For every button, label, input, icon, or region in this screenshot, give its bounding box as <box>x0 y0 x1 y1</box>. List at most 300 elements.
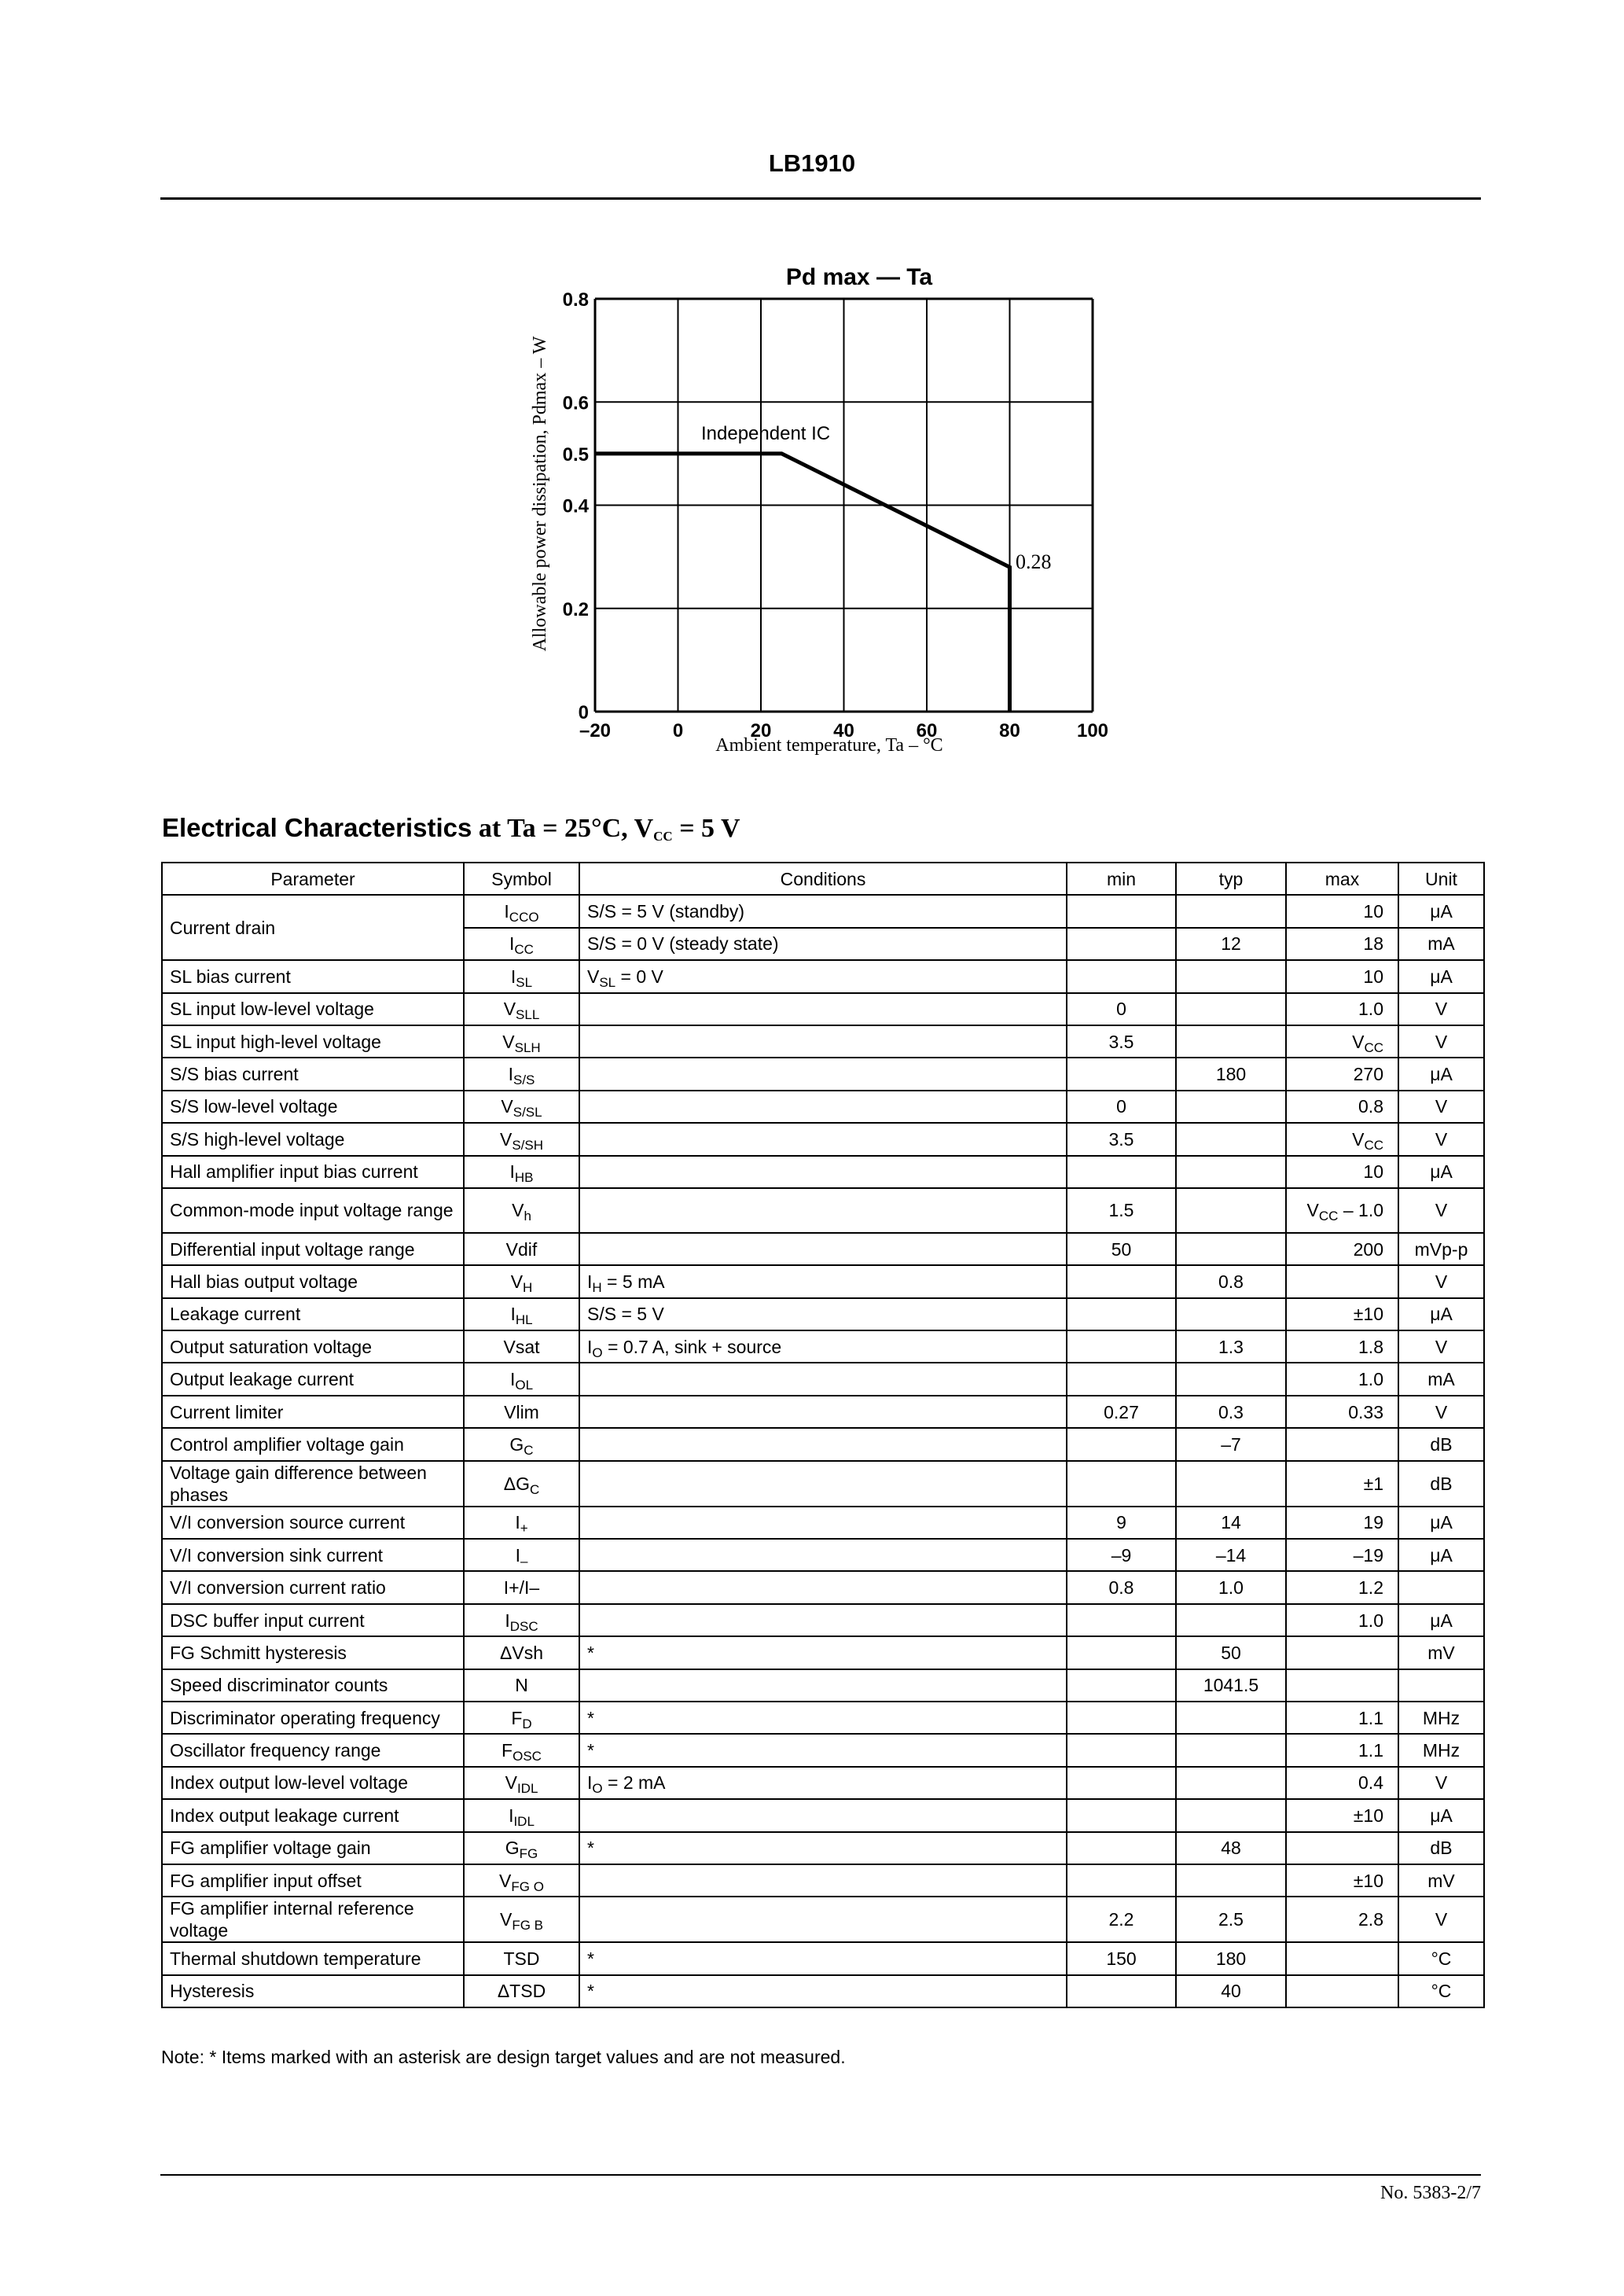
cell-max <box>1286 1636 1398 1669</box>
cell-typ <box>1176 1767 1286 1799</box>
cell-symbol <box>464 1767 579 1799</box>
symbol-text: V <box>502 1031 515 1052</box>
cell-parameter <box>162 1396 464 1428</box>
max-value: 19 <box>1363 1512 1383 1533</box>
symbol-subscript: DSC <box>509 1618 538 1634</box>
cell-unit <box>1398 1799 1484 1831</box>
cell-unit <box>1398 1123 1484 1155</box>
cell-symbol <box>464 1428 579 1460</box>
cell-parameter <box>162 1265 464 1297</box>
cell-parameter <box>162 1091 464 1123</box>
cell-unit <box>1398 1702 1484 1734</box>
min-value: 1.5 <box>1108 1200 1134 1221</box>
unit-text: MHz <box>1422 1707 1460 1728</box>
cell-max <box>1286 1363 1398 1395</box>
parameter-text: V/I conversion source current <box>170 1512 406 1533</box>
max-value: ±10 <box>1353 1304 1383 1325</box>
parameter-text: Current drain <box>170 917 276 938</box>
cell-max <box>1286 928 1398 960</box>
conditions-text: S/S = 5 V <box>587 1304 664 1325</box>
table-row <box>162 1702 1484 1734</box>
symbol-subscript: SLH <box>514 1039 541 1055</box>
curve-label-independent-ic: Independent IC <box>701 423 831 444</box>
symbol-subscript: SLL <box>516 1007 540 1023</box>
conditions-subscript: O <box>592 1345 603 1360</box>
conditions-text: I <box>587 1772 593 1794</box>
cell-min <box>1067 1799 1176 1831</box>
cell-symbol <box>464 1571 579 1603</box>
typ-value: 1.3 <box>1218 1336 1244 1357</box>
col-header-min: min <box>1067 863 1176 895</box>
cell-conditions <box>579 1188 1067 1233</box>
cell-symbol <box>464 1897 579 1942</box>
cell-unit <box>1398 1396 1484 1428</box>
cell-conditions <box>579 1058 1067 1090</box>
y-tick-label: 0.8 <box>562 289 589 311</box>
cell-conditions <box>579 1025 1067 1058</box>
cell-min <box>1067 1461 1176 1507</box>
table-row <box>162 1975 1484 2007</box>
max-value: 1.0 <box>1358 1610 1383 1631</box>
unit-text: V <box>1435 1336 1448 1357</box>
cell-parameter <box>162 1539 464 1571</box>
symbol-subscript: CC <box>514 942 534 958</box>
symbol-subscript: IDL <box>516 1781 538 1797</box>
cell-max <box>1286 1897 1398 1942</box>
max-value: 10 <box>1363 901 1383 922</box>
x-tick-label: –20 <box>579 720 612 741</box>
symbol-text: F <box>502 1740 513 1761</box>
cell-min <box>1067 1734 1176 1766</box>
cell-typ <box>1176 928 1286 960</box>
cell-typ <box>1176 1298 1286 1330</box>
cell-min <box>1067 1025 1176 1058</box>
parameter-text: Hysteresis <box>170 1981 255 2002</box>
conditions-text: S/S = 0 V (steady state) <box>587 933 779 955</box>
max-value: ±1 <box>1363 1473 1383 1494</box>
conditions-text: V <box>587 966 600 987</box>
x-tick-label: 60 <box>916 720 938 741</box>
cell-conditions <box>579 1363 1067 1395</box>
cell-parameter <box>162 993 464 1025</box>
unit-text: V <box>1435 1401 1448 1422</box>
cell-conditions <box>579 1330 1067 1363</box>
cell-max <box>1286 1025 1398 1058</box>
unit-text: V <box>1435 1271 1448 1292</box>
cell-symbol <box>464 895 579 927</box>
cell-max <box>1286 895 1398 927</box>
cell-typ <box>1176 1897 1286 1942</box>
cell-conditions <box>579 1539 1067 1571</box>
cell-typ <box>1176 1188 1286 1233</box>
parameter-text: Control amplifier voltage gain <box>170 1433 404 1455</box>
min-value: 0.8 <box>1108 1577 1134 1599</box>
unit-text: V <box>1435 1200 1448 1221</box>
table-row <box>162 1461 1484 1507</box>
cell-min <box>1067 1156 1176 1188</box>
cell-conditions <box>579 960 1067 992</box>
cell-max <box>1286 1669 1398 1702</box>
symbol-text: I <box>505 1610 510 1631</box>
cell-symbol <box>464 1539 579 1571</box>
y-tick-label: 0 <box>578 702 589 723</box>
cell-min <box>1067 1363 1176 1395</box>
table-row <box>162 1864 1484 1897</box>
symbol-text: N <box>515 1675 528 1696</box>
cell-min <box>1067 1188 1176 1233</box>
cell-min <box>1067 1975 1176 2007</box>
unit-text: μA <box>1430 1610 1453 1631</box>
cell-max <box>1286 1123 1398 1155</box>
cell-typ <box>1176 1156 1286 1188</box>
table-row <box>162 1330 1484 1363</box>
parameter-text: Voltage gain difference between phases <box>170 1462 427 1505</box>
x-tick-label: 20 <box>750 720 772 741</box>
cell-parameter <box>162 1025 464 1058</box>
unit-text: μA <box>1430 1161 1453 1183</box>
x-tick-label: 0 <box>672 720 684 741</box>
unit-text: dB <box>1430 1838 1453 1859</box>
cell-max <box>1286 960 1398 992</box>
symbol-text: G <box>509 1433 524 1455</box>
symbol-text: I <box>510 1304 516 1325</box>
cell-conditions <box>579 1265 1067 1297</box>
symbol-text: V <box>505 1772 517 1794</box>
max-value: V <box>1352 1128 1365 1150</box>
cell-typ <box>1176 895 1286 927</box>
cell-max <box>1286 1975 1398 2007</box>
cell-typ <box>1176 1702 1286 1734</box>
cell-typ <box>1176 1428 1286 1460</box>
cell-unit <box>1398 1975 1484 2007</box>
parameter-text: Current limiter <box>170 1401 284 1422</box>
cell-unit <box>1398 928 1484 960</box>
parameter-text: Speed discriminator counts <box>170 1675 388 1696</box>
cell-min <box>1067 1897 1176 1942</box>
cell-min <box>1067 993 1176 1025</box>
symbol-subscript: C <box>529 1481 540 1497</box>
cell-max <box>1286 1767 1398 1799</box>
cell-parameter <box>162 1975 464 2007</box>
cell-typ <box>1176 1233 1286 1265</box>
footer-rule <box>160 2174 1481 2176</box>
cell-min <box>1067 960 1176 992</box>
symbol-text: I <box>515 1512 520 1533</box>
page-number: No. 5383-2/7 <box>1380 2183 1481 2203</box>
symbol-text: Vlim <box>504 1401 539 1422</box>
cell-parameter <box>162 1864 464 1897</box>
cell-unit <box>1398 1025 1484 1058</box>
table-row <box>162 1669 1484 1702</box>
cell-parameter <box>162 1799 464 1831</box>
parameter-text: FG amplifier input offset <box>170 1870 362 1891</box>
table-row <box>162 1188 1484 1233</box>
cell-unit <box>1398 1669 1484 1702</box>
col-header-conditions: Conditions <box>579 863 1067 895</box>
cell-conditions <box>579 1123 1067 1155</box>
cell-min <box>1067 1571 1176 1603</box>
unit-text: °C <box>1431 1981 1452 2002</box>
cell-symbol <box>464 1975 579 2007</box>
y-tick-label: 0.2 <box>562 598 589 620</box>
symbol-subscript: + <box>520 1521 528 1536</box>
cell-typ <box>1176 1799 1286 1831</box>
symbol-subscript: S/SH <box>512 1137 544 1153</box>
table-row <box>162 1942 1484 1974</box>
max-value: 1.0 <box>1358 1369 1383 1390</box>
symbol-text: V <box>510 1271 524 1292</box>
min-value: 3.5 <box>1108 1128 1134 1150</box>
unit-text: μA <box>1430 901 1453 922</box>
cell-conditions <box>579 1799 1067 1831</box>
unit-text: V <box>1435 1128 1448 1150</box>
cell-max <box>1286 1298 1398 1330</box>
cell-symbol <box>464 1942 579 1974</box>
max-value: 18 <box>1363 933 1383 955</box>
cell-symbol <box>464 1156 579 1188</box>
cell-min <box>1067 1123 1176 1155</box>
parameter-text: Discriminator operating frequency <box>170 1707 440 1728</box>
parameter-text: FG Schmitt hysteresis <box>170 1642 347 1663</box>
unit-text: mA <box>1427 1369 1455 1390</box>
symbol-text: Vsat <box>503 1336 540 1357</box>
cell-symbol <box>464 1799 579 1831</box>
symbol-text: I+/I– <box>503 1577 540 1599</box>
typ-value: 1.0 <box>1218 1577 1244 1599</box>
page-header-part-number: LB1910 <box>768 149 856 177</box>
cell-max <box>1286 1942 1398 1974</box>
typ-value: 0.3 <box>1218 1401 1244 1422</box>
cell-symbol <box>464 1507 579 1539</box>
parameter-text: Oscillator frequency range <box>170 1740 381 1761</box>
max-value: 0.4 <box>1358 1772 1383 1794</box>
cell-typ <box>1176 1539 1286 1571</box>
max-value: V <box>1352 1031 1365 1052</box>
cell-unit <box>1398 993 1484 1025</box>
cell-conditions <box>579 993 1067 1025</box>
cell-conditions <box>579 1604 1067 1636</box>
y-tick-label: 0.6 <box>562 392 589 414</box>
cell-conditions <box>579 1396 1067 1428</box>
chart-title: Pd max — Ta <box>785 264 933 290</box>
cell-parameter <box>162 895 464 960</box>
cell-typ <box>1176 1507 1286 1539</box>
parameter-text: V/I conversion sink current <box>170 1544 384 1566</box>
conditions-rest: = 2 mA <box>602 1772 666 1794</box>
cell-unit <box>1398 895 1484 927</box>
typ-value: 2.5 <box>1218 1909 1244 1930</box>
cell-conditions <box>579 1975 1067 2007</box>
cell-unit <box>1398 1330 1484 1363</box>
cell-min <box>1067 1330 1176 1363</box>
cell-unit <box>1398 1864 1484 1897</box>
symbol-text: I <box>509 1805 514 1826</box>
unit-text: μA <box>1430 966 1453 987</box>
max-value: 200 <box>1353 1238 1383 1260</box>
cell-parameter <box>162 1298 464 1330</box>
cell-unit <box>1398 1298 1484 1330</box>
max-value: 1.2 <box>1358 1577 1383 1599</box>
max-value: ±10 <box>1353 1870 1383 1891</box>
cell-conditions <box>579 1233 1067 1265</box>
cell-max <box>1286 1864 1398 1897</box>
conditions-text: I <box>587 1271 593 1292</box>
cell-parameter <box>162 1702 464 1734</box>
symbol-subscript: h <box>524 1209 531 1224</box>
pdmax-ta-chart <box>0 0 1624 786</box>
cell-parameter <box>162 1669 464 1702</box>
symbol-subscript: S/SL <box>513 1105 542 1120</box>
cell-unit <box>1398 1233 1484 1265</box>
parameter-text: Thermal shutdown temperature <box>170 1948 421 1970</box>
cell-symbol <box>464 1396 579 1428</box>
conditions-rest: = 5 mA <box>601 1271 665 1292</box>
cell-max <box>1286 1799 1398 1831</box>
conditions-text: * <box>587 1948 594 1970</box>
parameter-text: Hall amplifier input bias current <box>170 1161 418 1183</box>
cell-conditions <box>579 1767 1067 1799</box>
symbol-text: V <box>512 1200 524 1221</box>
max-value: 1.0 <box>1358 999 1383 1020</box>
cell-unit <box>1398 1507 1484 1539</box>
cell-unit <box>1398 1461 1484 1507</box>
cell-typ <box>1176 1734 1286 1766</box>
parameter-text: SL input high-level voltage <box>170 1031 381 1052</box>
cell-min <box>1067 1396 1176 1428</box>
symbol-subscript: FG O <box>511 1878 544 1894</box>
parameter-text: V/I conversion current ratio <box>170 1577 386 1599</box>
symbol-subscript: FG <box>519 1846 538 1862</box>
cell-parameter <box>162 1507 464 1539</box>
cell-symbol <box>464 1734 579 1766</box>
cell-max <box>1286 1507 1398 1539</box>
cell-max <box>1286 1571 1398 1603</box>
cell-conditions <box>579 928 1067 960</box>
section-conditions-suffix: = 5 V <box>672 814 740 843</box>
cell-unit <box>1398 1897 1484 1942</box>
cell-min <box>1067 1636 1176 1669</box>
unit-text: mV <box>1427 1870 1455 1891</box>
cell-parameter <box>162 1233 464 1265</box>
typ-value: 1041.5 <box>1203 1675 1259 1696</box>
cell-typ <box>1176 1975 1286 2007</box>
cell-typ <box>1176 1942 1286 1974</box>
cell-unit <box>1398 1942 1484 1974</box>
table-row <box>162 1363 1484 1395</box>
cell-symbol <box>464 1604 579 1636</box>
cell-symbol <box>464 1636 579 1669</box>
cell-parameter <box>162 1942 464 1974</box>
table-row <box>162 1265 1484 1297</box>
min-value: –9 <box>1111 1544 1132 1566</box>
symbol-text: G <box>505 1838 520 1859</box>
symbol-text: V <box>499 1128 513 1150</box>
series-line-independent-ic <box>595 454 1010 712</box>
max-value: 10 <box>1363 1161 1383 1183</box>
cell-unit <box>1398 1265 1484 1297</box>
cell-symbol <box>464 993 579 1025</box>
section-conditions-sub: CC <box>653 829 673 844</box>
x-tick-label: 40 <box>833 720 854 741</box>
cell-max <box>1286 1091 1398 1123</box>
cell-conditions <box>579 1507 1067 1539</box>
conditions-text: S/S = 5 V (standby) <box>587 901 745 922</box>
cell-symbol <box>464 1702 579 1734</box>
col-header-parameter: Parameter <box>162 863 464 895</box>
cell-unit <box>1398 960 1484 992</box>
cell-min <box>1067 1507 1176 1539</box>
cell-min <box>1067 1298 1176 1330</box>
symbol-text: I <box>504 901 509 922</box>
symbol-text: ΔVsh <box>500 1642 543 1663</box>
y-tick-label: 0.4 <box>562 495 589 517</box>
symbol-text: I <box>509 1161 515 1183</box>
cell-parameter <box>162 1767 464 1799</box>
cell-conditions <box>579 1669 1067 1702</box>
cell-parameter <box>162 1604 464 1636</box>
min-value: 150 <box>1106 1948 1137 1970</box>
cell-typ <box>1176 960 1286 992</box>
cell-symbol <box>464 1025 579 1058</box>
cell-parameter <box>162 1734 464 1766</box>
x-axis-label: Ambient temperature, Ta – °C <box>715 735 943 756</box>
conditions-rest: = 0 V <box>615 966 663 987</box>
unit-text: V <box>1435 999 1448 1020</box>
max-value: 1.8 <box>1358 1336 1383 1357</box>
table-row <box>162 1507 1484 1539</box>
unit-text: μA <box>1430 1544 1453 1566</box>
symbol-subscript: FG B <box>512 1918 543 1934</box>
max-value: 270 <box>1353 1064 1383 1085</box>
table-row <box>162 993 1484 1025</box>
cell-max <box>1286 1734 1398 1766</box>
table-row <box>162 1091 1484 1123</box>
conditions-text: * <box>587 1838 594 1859</box>
cell-conditions <box>579 1734 1067 1766</box>
cell-max <box>1286 1604 1398 1636</box>
unit-text: μA <box>1430 1064 1453 1085</box>
parameter-text: Common-mode input voltage range <box>170 1200 454 1221</box>
curve-end-label: 0.28 <box>1016 550 1052 573</box>
table-row <box>162 1123 1484 1155</box>
table-row <box>162 1832 1484 1864</box>
cell-symbol <box>464 1298 579 1330</box>
cell-max <box>1286 1233 1398 1265</box>
cell-conditions <box>579 1864 1067 1897</box>
table-row <box>162 1058 1484 1090</box>
unit-text: μA <box>1430 1512 1453 1533</box>
typ-value: 48 <box>1221 1838 1241 1859</box>
symbol-text: ΔG <box>503 1473 530 1494</box>
unit-text: MHz <box>1422 1740 1460 1761</box>
cell-symbol <box>464 1188 579 1233</box>
cell-typ <box>1176 1461 1286 1507</box>
symbol-subscript: HB <box>514 1170 534 1186</box>
symbol-subscript: OSC <box>513 1749 542 1764</box>
cell-unit <box>1398 1058 1484 1090</box>
unit-text: mVp-p <box>1414 1238 1468 1260</box>
table-row <box>162 1604 1484 1636</box>
parameter-text: S/S bias current <box>170 1064 299 1085</box>
cell-typ <box>1176 1669 1286 1702</box>
col-header-unit: Unit <box>1398 863 1484 895</box>
cell-unit <box>1398 1604 1484 1636</box>
min-value: 9 <box>1116 1512 1126 1533</box>
cell-conditions <box>579 895 1067 927</box>
typ-value: 0.8 <box>1218 1271 1244 1292</box>
y-tick-label: 0.5 <box>562 443 589 465</box>
cell-symbol <box>464 1058 579 1090</box>
